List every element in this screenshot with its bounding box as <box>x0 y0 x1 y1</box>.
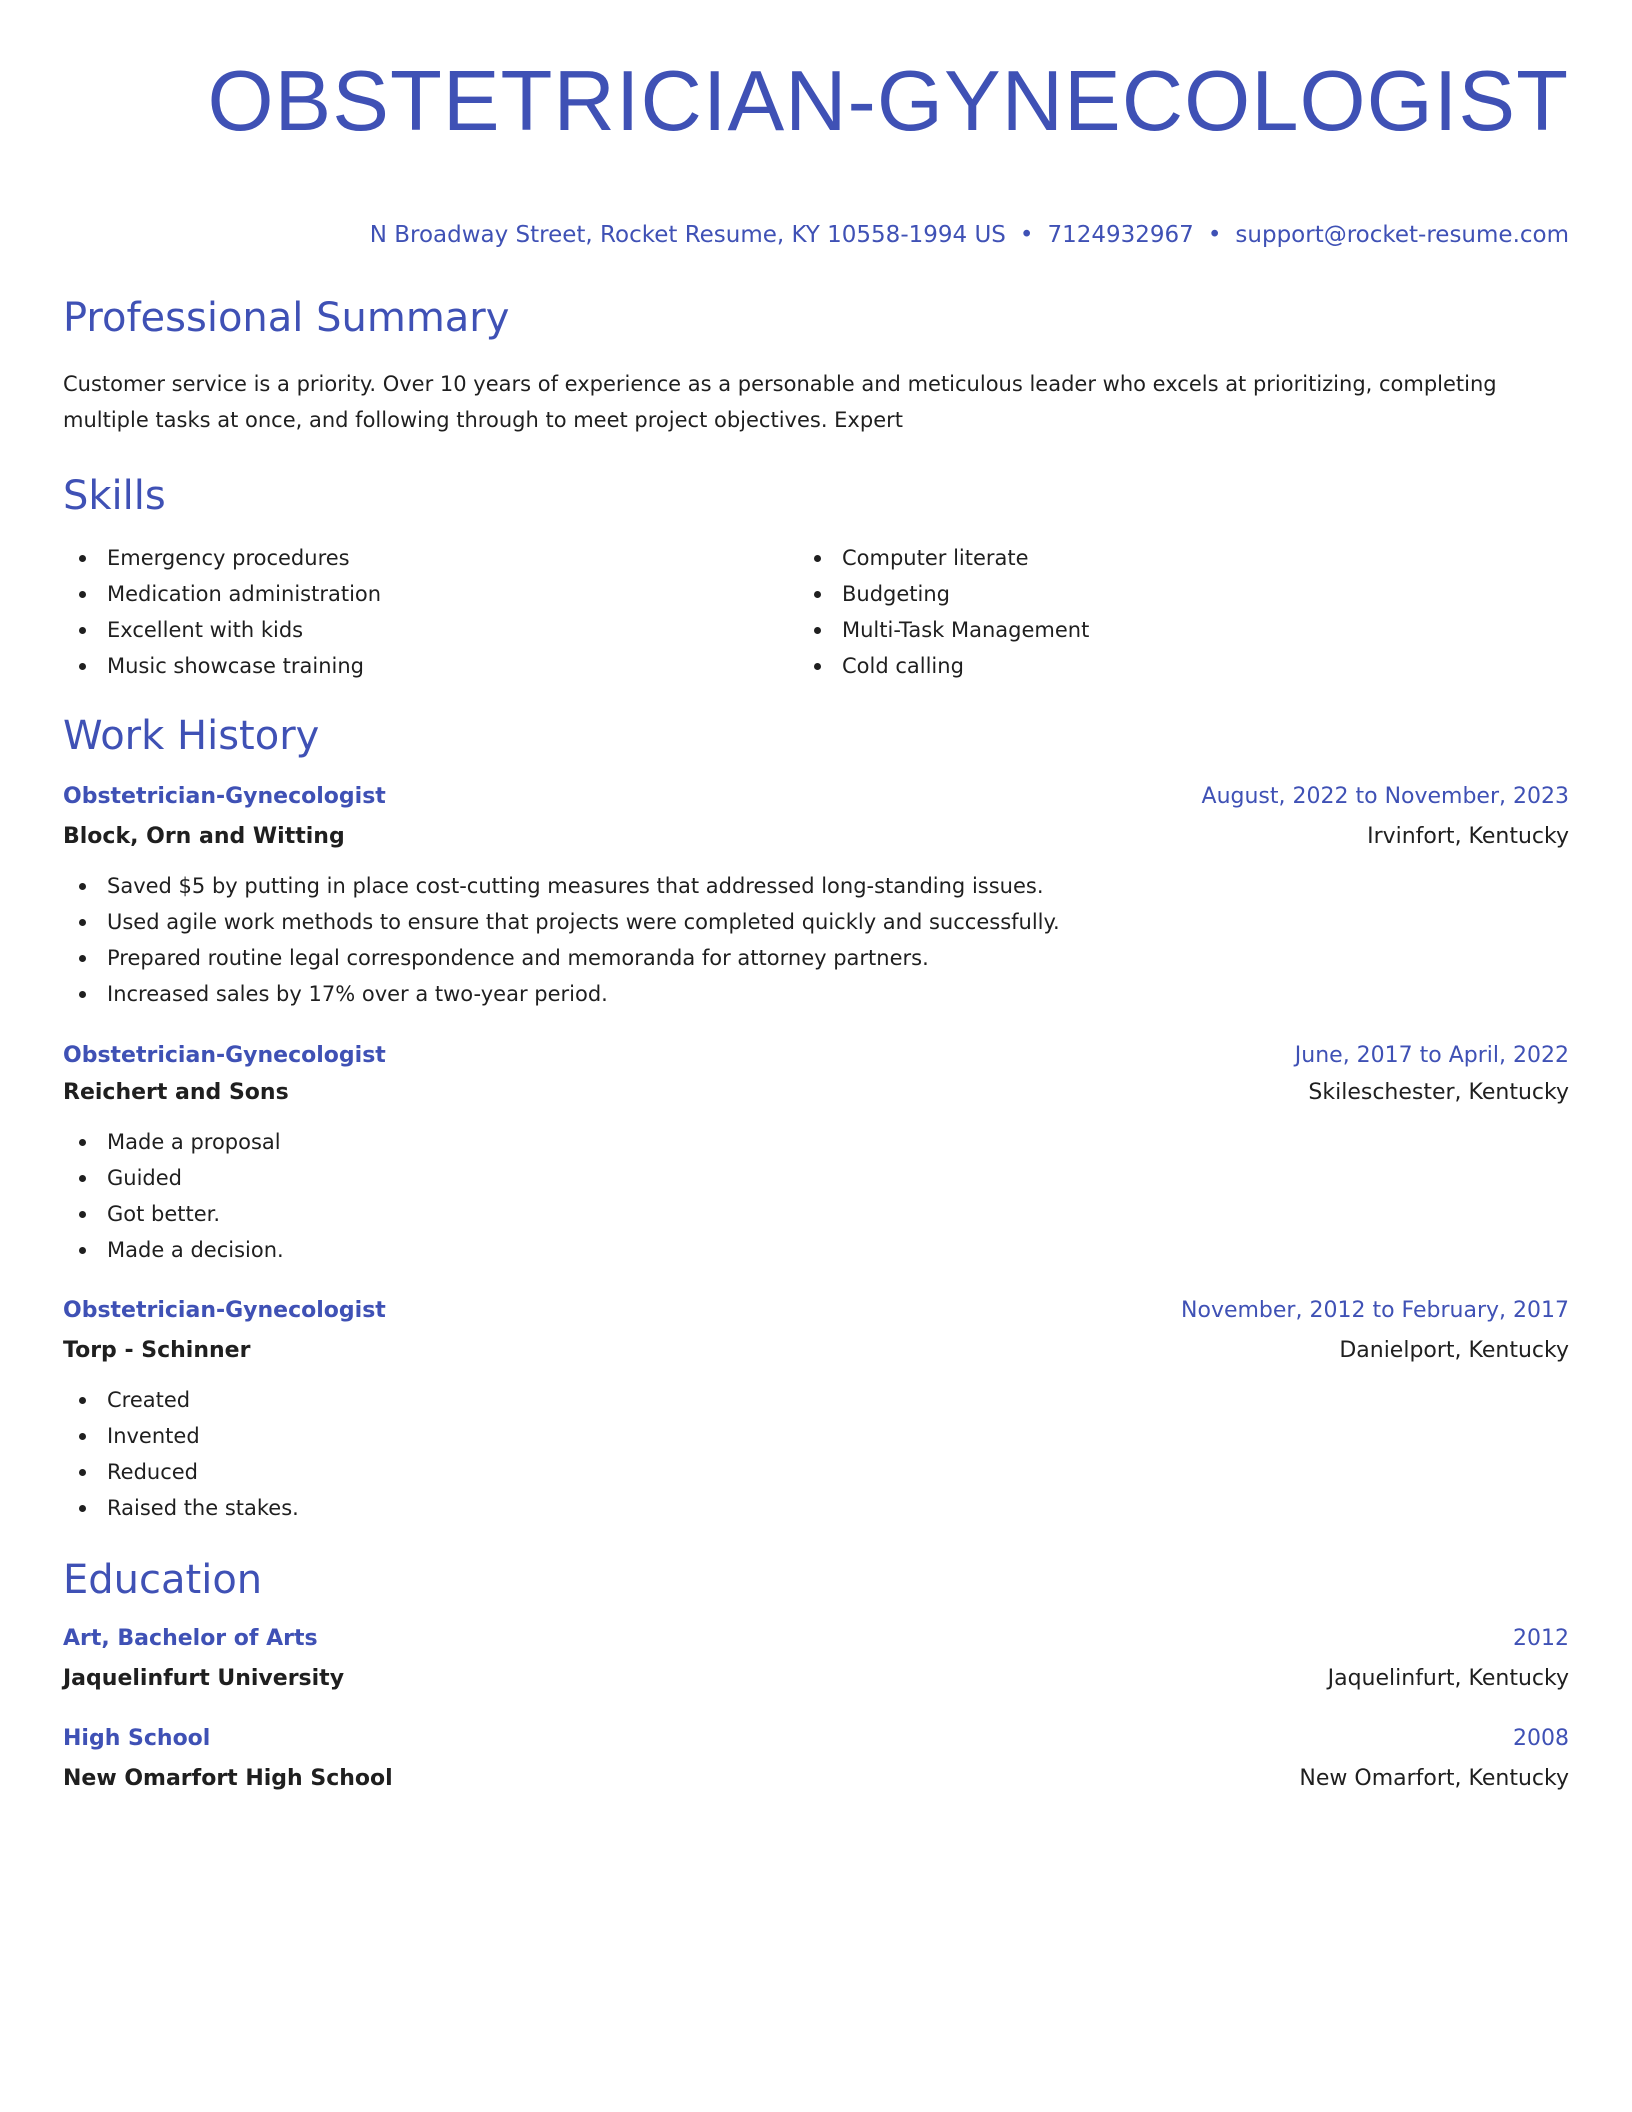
skills-column-right <box>798 540 1533 684</box>
education-location: New Omarfort, Kentucky <box>1299 1766 1569 1791</box>
job-bullet: Reduced <box>63 1454 1569 1490</box>
education-degree-row <box>63 1724 1569 1754</box>
skill-item: Multi-Task Management <box>798 612 1533 648</box>
job-dates: August, 2022 to November, 2023 <box>1201 784 1569 809</box>
job-bullet: Raised the stakes. <box>63 1490 1569 1526</box>
contact-line <box>63 220 1569 250</box>
job-role: Obstetrician-Gynecologist <box>63 1298 386 1323</box>
job-bullet: Created <box>63 1382 1569 1418</box>
education-school-row <box>63 1764 1569 1794</box>
job-title-row <box>63 1296 1569 1326</box>
skill-item: Emergency procedures <box>63 540 798 576</box>
job-bullet: Saved $5 by putting in place cost-cutting measures that addressed long-standing issues. <box>63 868 1569 904</box>
education-school-row <box>63 1664 1569 1694</box>
education-year: 2012 <box>1513 1626 1569 1651</box>
education-degree-row <box>63 1624 1569 1654</box>
skill-item: Excellent with kids <box>63 612 798 648</box>
skill-item: Budgeting <box>798 576 1533 612</box>
page-title: OBSTETRICIAN-GYNECOLOGIST <box>207 54 1569 149</box>
job-bullet: Invented <box>63 1418 1569 1454</box>
skills-list <box>63 540 1569 684</box>
job-company: Reichert and Sons <box>63 1080 289 1105</box>
job-company-row <box>63 1336 1569 1366</box>
job-title-row <box>63 782 1569 812</box>
job-title-row <box>63 1041 1569 1071</box>
job-location: Danielport, Kentucky <box>1339 1338 1569 1363</box>
separator-dot: • <box>1019 222 1034 248</box>
education-entry <box>63 1724 1569 1794</box>
job-entry <box>63 782 1569 1012</box>
education-degree: Art, Bachelor of Arts <box>63 1626 318 1651</box>
job-bullets <box>63 1382 1569 1526</box>
work-history-heading: Work History <box>63 713 320 759</box>
job-role: Obstetrician-Gynecologist <box>63 784 386 809</box>
skill-item: Music showcase training <box>63 648 798 684</box>
phone-text: 7124932967 <box>1047 222 1194 248</box>
job-dates: November, 2012 to February, 2017 <box>1181 1298 1569 1323</box>
skill-item: Computer literate <box>798 540 1533 576</box>
resume-header <box>63 0 1569 250</box>
job-bullet: Prepared routine legal correspondence and memoranda for attorney partners. <box>63 940 1569 976</box>
skills-column-left <box>63 540 798 684</box>
job-company: Torp - Schinner <box>63 1338 251 1363</box>
email-link[interactable]: support@rocket-resume.com <box>1235 222 1569 248</box>
education-entry <box>63 1624 1569 1694</box>
education-school: New Omarfort High School <box>63 1766 393 1791</box>
job-bullets <box>63 1124 1569 1268</box>
education-year: 2008 <box>1513 1726 1569 1751</box>
job-bullet: Increased sales by 17% over a two-year period. <box>63 976 1569 1012</box>
job-location: Skileschester, Kentucky <box>1308 1080 1569 1105</box>
job-bullet: Made a proposal <box>63 1124 1569 1160</box>
job-entry <box>63 1296 1569 1526</box>
education-degree: High School <box>63 1726 211 1751</box>
job-bullets <box>63 868 1569 1012</box>
summary-heading: Professional Summary <box>63 295 510 341</box>
job-bullet: Guided <box>63 1160 1569 1196</box>
skill-item: Cold calling <box>798 648 1533 684</box>
skill-item: Medication administration <box>63 576 798 612</box>
education-school: Jaquelinfurt University <box>63 1666 345 1691</box>
education-location: Jaquelinfurt, Kentucky <box>1327 1666 1569 1691</box>
education-heading: Education <box>63 1557 263 1603</box>
job-bullet: Got better. <box>63 1196 1569 1232</box>
job-company-row <box>63 822 1569 852</box>
job-company: Block, Orn and Witting <box>63 824 345 849</box>
job-company-row <box>63 1078 1569 1108</box>
separator-dot: • <box>1207 222 1222 248</box>
job-bullet: Used agile work methods to ensure that projects were completed quickly and successfully. <box>63 904 1569 940</box>
job-dates: June, 2017 to April, 2022 <box>1294 1043 1569 1068</box>
job-bullet: Made a decision. <box>63 1232 1569 1268</box>
job-role: Obstetrician-Gynecologist <box>63 1043 386 1068</box>
job-entry <box>63 1041 1569 1268</box>
address-text: N Broadway Street, Rocket Resume, KY 10558-1994 US <box>369 222 1006 248</box>
summary-text: Customer service is a priority. Over 10 years of experience as a personable and meticulous leader who excels at prioritizing, completing multiple tasks at once, and following through to meet project objectives. Expert <box>63 372 1497 432</box>
job-location: Irvinfort, Kentucky <box>1367 824 1569 849</box>
skills-heading: Skills <box>63 473 166 519</box>
